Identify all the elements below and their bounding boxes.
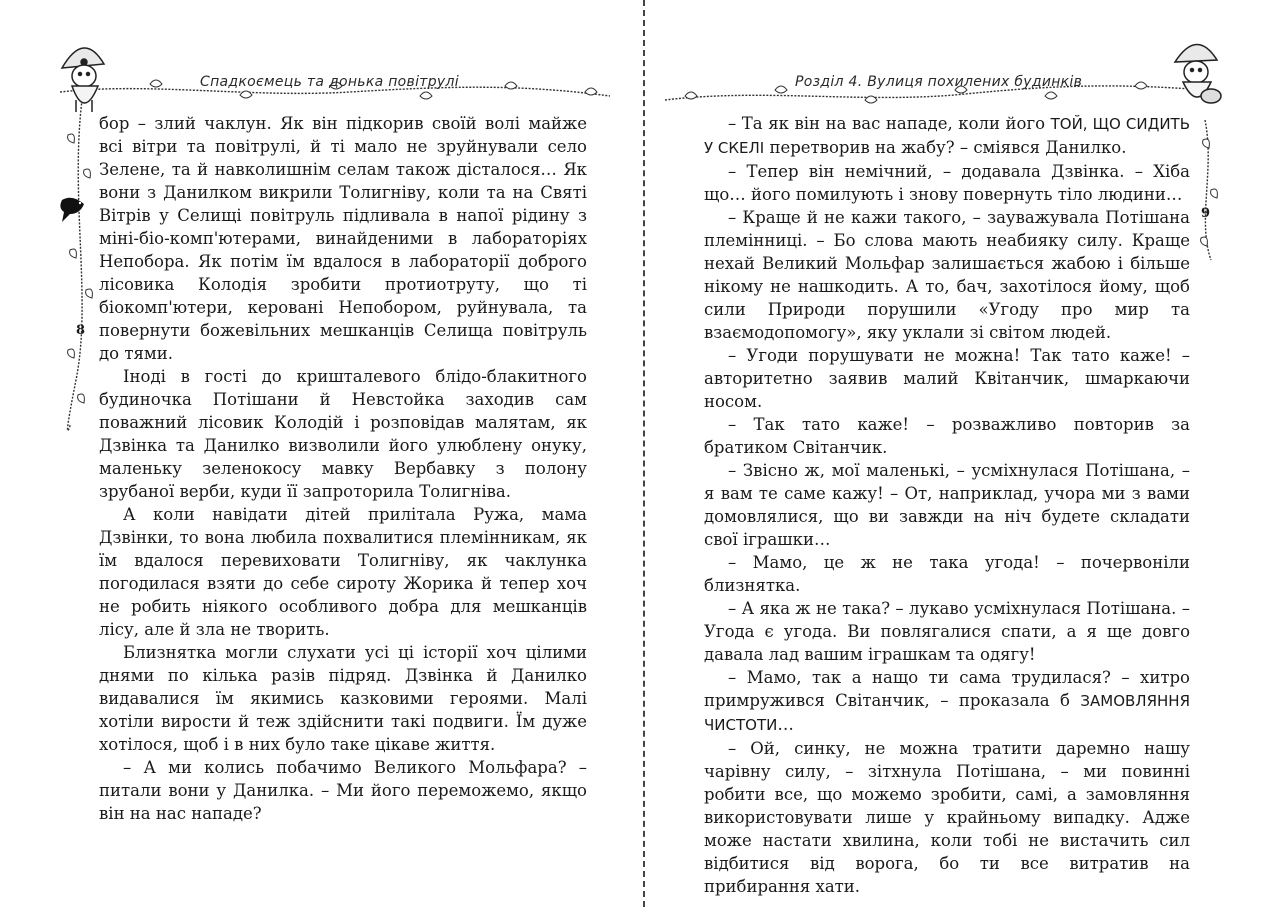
paragraph: – Тепер він немічний, – додавала Дзвінка. – Хіба що… його помилують і знову повернуть тіло людини… [704,162,1190,204]
paragraph: – Звісно ж, мої маленькі, – усміхнулася Потішана, – я вам те саме кажу! – От, наприклад, учора ми з вами домовлялися, що ви завжди на ніч будете складати свої іграшки… [704,461,1190,549]
paragraph: – Ой, синку, не можна тратити даремно нашу чарівну силу, – зітхнула Потішана, – ми повинні робити все, що можемо зробити, самі, а замовляння використовувати лише у крайньому випадку. Адже може настати хвилина, коли тобі не вистачить сил відбитися від ворога, бо ти все витратив на прибирання хати. [704,739,1190,896]
paragraph: бор – злий чаклун. Як він підкорив своїй волі майже всі вітри та повітрулі, й ті мало не зруйнували село Зелене, та й навколишнім селам також дісталося… Як вони з Данилком викрили Толигніву, коли та на Святі Вітрів у Селищі повітруль підливала в напої рідину з міні-біо-комп'ютерами, винайденими в лабораторіях Непобора. Як потім їм вдалося в лабораторії доброго лісовика Колодія зробити протиотруту, що ті біокомп'ютери, керовані Непобором, руйнувала, та повернути божевільних мешканців Селища повітруль до тями. [99,114,587,363]
paragraph: – Краще й не кажи такого, – зауважувала Потішана племінниці. – Бо слова мають неабияку силу. Краще нехай Великий Мольфар залишається жабою і більше нікому не нашкодить. А то, бач, захотілося йому, щоб сили Природи порушили «Угоду про мир та взаємодопомогу», яку уклали зі світом людей. [704,208,1190,342]
paragraph: – А ми колись побачимо Великого Мольфара? – питали вони у Данилка. – Ми його переможемо, якщо він на нас нападе? [99,758,587,823]
left-page [0,0,643,907]
body-text [704,112,1190,898]
running-head: Спадкоємець та донька повітрулі [200,74,459,90]
paragraph: – Так тато каже! – розважливо повторив за братиком Світанчик. [704,415,1190,457]
paragraph: Близнятка могли слухати усі ці історії хоч цілими днями по кілька разів підряд. Дзвінка й Данилко видавалися їм якимись казковими героями. Малі хотіли вирости й теж здійснити такі подвиги. Їм дуже хотілося, щоб і в них було таке цікаве життя. [99,643,587,754]
running-head: Розділ 4. Вулиця похилених будинків [795,74,1083,90]
gnome-illustration [62,48,104,112]
paragraph: – Мамо, це ж не така угода! – почервоніли близнятка. [704,553,1190,595]
paragraph: А коли навідати дітей прилітала Ружа, мама Дзвінки, то вона любила похвалитися племінникам, як їм вдалося перевиховати Толигніву, як чаклунка погодилася взяти до себе сироту Жорика й тепер хоч не робить ніякого особливого добра для мешканців лісу, але й зла не творить. [99,505,587,639]
bird-illustration [60,198,84,222]
gnome-illustration [1175,44,1221,103]
paragraph: – Угоди порушувати не можна! Так тато каже! – авторитетно заявив малий Квітанчик, шмаркаючи носом. [704,346,1190,411]
page-number: 9 [1201,206,1211,221]
page-number: 8 [76,323,86,338]
paragraph: Іноді в гості до кришталевого блідо-блакитного будиночка Потішани й Невстойка заходив сам поважний лісовик Колодій і розповідав малятам, як Дзвінка та Данилко визволили його улюблену онуку, маленьку зеленокосу мавку Вербавку з полону зрубаної верби, куди її запроторила Толигніва. [99,367,587,501]
body-text [99,112,587,825]
paragraph: – А яка ж не така? – лукаво усміхнулася Потішана. – Угода є угода. Ви повлягалися спати, а я ще довго давала лад вашим іграшкам та одягу! [704,599,1190,664]
paragraph: – Та як він на вас нападе, коли його ТОЙ, ЩО СИДИТЬ У СКЕЛІ перетворив на жабу? – сміявся Данилко. [704,114,1190,157]
paragraph: – Мамо, так а нащо ти сама трудилася? – хитро примружився Світанчик, – проказала б ЗАМОВЛЯННЯ ЧИСТОТИ… [704,668,1190,734]
right-page [645,0,1287,907]
